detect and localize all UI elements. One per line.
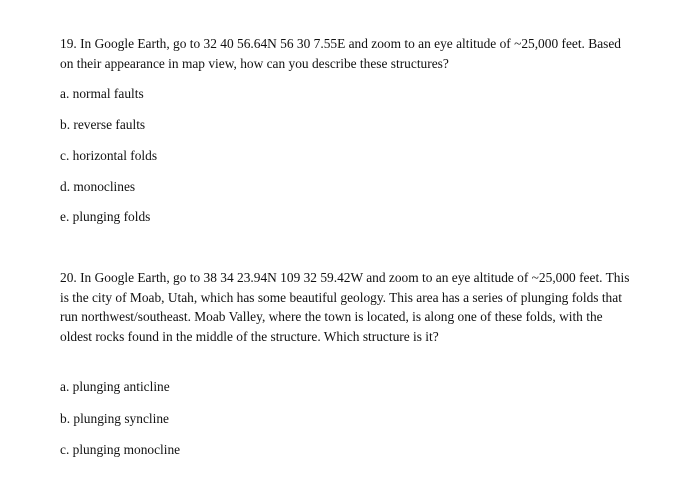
question-19-option-b: b. reverse faults	[60, 117, 146, 132]
question-19-option-e: e. plunging folds	[60, 209, 151, 224]
question-20-option-b: b. plunging syncline	[60, 411, 169, 426]
question-20-text: 20. In Google Earth, go to 38 34 23.94N 109 32 59.42W and zoom to an eye altitude of ~25,000 feet. This is the city of Moab, Utah, which has some beautiful geology. This area has a series of plunging folds that run northwest/southeast. Moab Valley, where the town is located, is along one of these folds, with the oldest rocks found in the middle of the structure. Which structure is it?	[60, 270, 630, 344]
question-20-option-a: a. plunging anticline	[60, 379, 170, 394]
question-19-option-a: a. normal faults	[60, 86, 144, 101]
question-20-option-c: c. plunging monocline	[60, 442, 181, 457]
question-19-option-c: c. horizontal folds	[60, 148, 158, 163]
question-19-text: 19. In Google Earth, go to 32 40 56.64N 56 30 7.55E and zoom to an eye altitude of ~25,000 feet. Based on their appearance in map view, how can you describe these structures?	[60, 36, 621, 71]
question-19-option-d: d. monoclines	[60, 179, 136, 194]
